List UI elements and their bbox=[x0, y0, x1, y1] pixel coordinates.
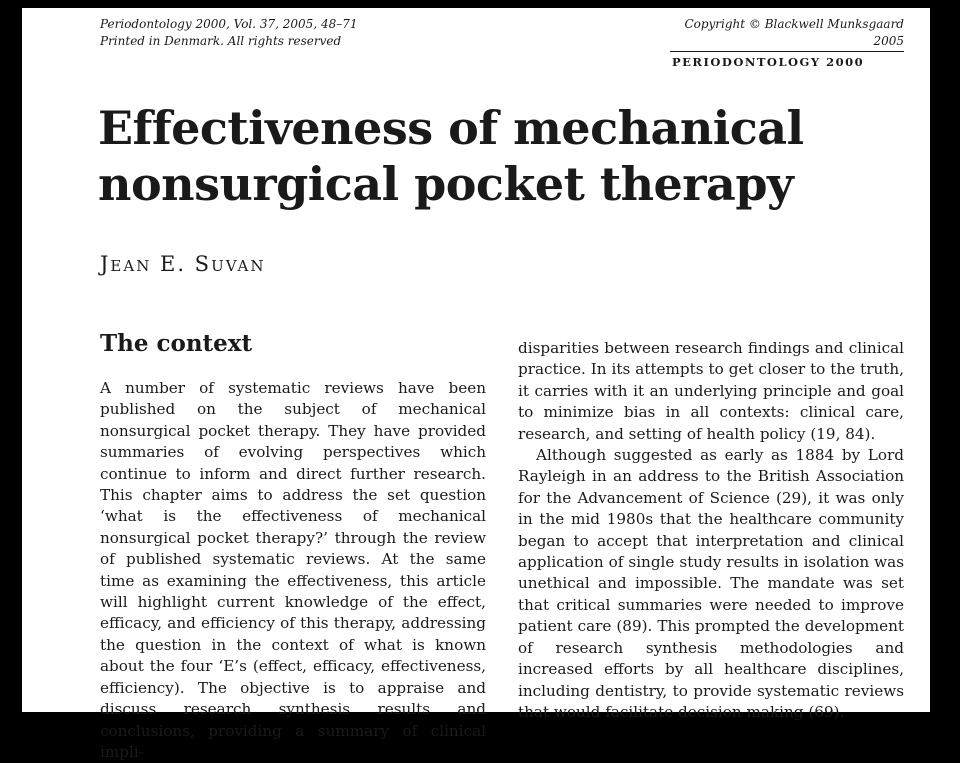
journal-header bbox=[670, 16, 904, 71]
article-title: Effectiveness of mechanical nonsurgical pocket therapy bbox=[98, 101, 804, 211]
left-column bbox=[100, 378, 486, 763]
paragraph: Although suggested as early as 1884 by Lord Rayleigh in an address to the British Association for the Advancement of Science (29), it was only in the mid 1980s that the healthcare community began to accept that interpretation and clinical application of single study results in isolation was unethical and impossible. The mandate was set that critical summaries were needed to improve patient care (89). This prompted the development of research synthesis methodologies and increased efforts by all healthcare disciplines, including dentistry, to provide systematic reviews that would facilitate decision making (69). bbox=[518, 446, 904, 721]
article-author: Jean E. Suvan bbox=[100, 252, 266, 276]
copyright-line: Copyright © Blackwell Munksgaard 2005 bbox=[670, 16, 904, 52]
paragraph: A number of systematic reviews have been published on the subject of mechanical nonsurgical pocket therapy. They have provided summaries of evolving perspectives which continue to inform and direct further research. This chapter aims to address the set question ‘what is the effectiveness of mechanical nonsurgical pocket therapy?’ through the review of published systematic reviews. At the same time as examining the effectiveness, this article will highlight current knowledge of the effect, efficacy, and efficiency of this therapy, addressing the question in the context of what is known about the four ‘E’s (effect, efficacy, effectiveness, efficiency). The objective is to appraise and discuss research synthesis results and conclusions, providing a summary of clinical impli- bbox=[100, 379, 486, 761]
citation-header bbox=[100, 16, 357, 50]
citation-line-1: Periodontology 2000, Vol. 37, 2005, 48–71 bbox=[100, 17, 358, 31]
right-column bbox=[518, 338, 904, 723]
paragraph: disparities between research findings and clinical practice. In its attempts to get closer to the truth, it carries with it an underlying principle and goal to minimize bias in all contexts: clinical care, research, and setting of health policy (19, 84). bbox=[518, 339, 904, 443]
citation-line-2: Printed in Denmark. All rights reserved bbox=[100, 34, 342, 48]
journal-name: PERIODONTOLOGY 2000 bbox=[672, 55, 865, 69]
section-heading: The context bbox=[100, 330, 253, 357]
document-page bbox=[22, 8, 930, 761]
